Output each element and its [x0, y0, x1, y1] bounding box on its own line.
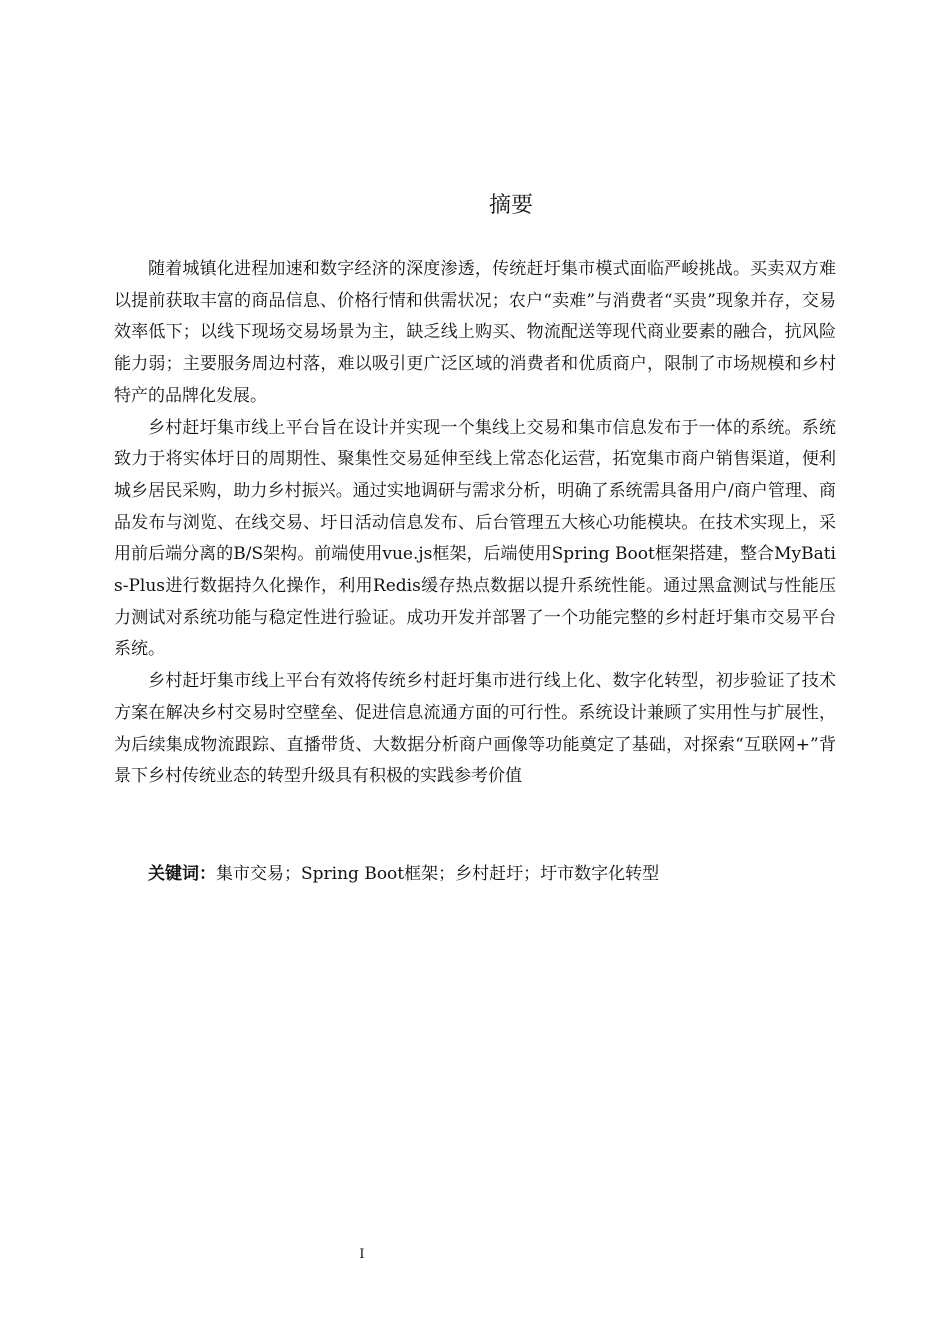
- keywords-line: [148, 859, 848, 890]
- abstract-body: [114, 254, 836, 793]
- keywords-label: 关键词：: [148, 864, 216, 884]
- abstract-paragraph: 随着城镇化进程加速和数字经济的深度渗透，传统赶圩集市模式面临严峻挑战。买卖双方难以提前获取丰富的商品信息、价格行情和供需状况；农户“卖难”与消费者“买贵”现象并存，交易效率低下；以线下现场交易场景为主，缺乏线上购买、物流配送等现代商业要素的融合，抗风险能力弱；主要服务周边村落，难以吸引更广泛区域的消费者和优质商户，限制了市场规模和乡村特产的品牌化发展。: [114, 259, 836, 406]
- page-number: I: [359, 1247, 365, 1262]
- keywords-text: 集市交易；Spring Boot框架；乡村赶圩；圩市数字化转型: [216, 864, 660, 884]
- abstract-paragraph: 乡村赶圩集市线上平台旨在设计并实现一个集线上交易和集市信息发布于一体的系统。系统致力于将实体圩日的周期性、聚集性交易延伸至线上常态化运营，拓宽集市商户销售渠道，便利城乡居民采购，助力乡村振兴。通过实地调研与需求分析，明确了系统需具备用户/商户管理、商品发布与浏览、在线交易、圩日活动信息发布、后台管理五大核心功能模块。在技术实现上，采用前后端分离的B/S架构。前端使用vue.js框架，后端使用Spring Boot框架搭建，整合MyBatis-Plus进行数据持久化操作，利用Redis缓存热点数据以提升系统性能。通过黑盒测试与性能压力测试对系统功能与稳定性进行验证。成功开发并部署了一个功能完整的乡村赶圩集市交易平台系统。: [114, 417, 836, 660]
- abstract-title: 摘要: [488, 193, 533, 218]
- abstract-paragraph: 乡村赶圩集市线上平台有效将传统乡村赶圩集市进行线上化、数字化转型，初步验证了技术方案在解决乡村交易时空壁垒、促进信息流通方面的可行性。系统设计兼顾了实用性与扩展性，为后续集成物流跟踪、直播带货、大数据分析商户画像等功能奠定了基础，对探索“互联网+”背景下乡村传统业态的转型升级具有积极的实践参考价值: [114, 671, 836, 787]
